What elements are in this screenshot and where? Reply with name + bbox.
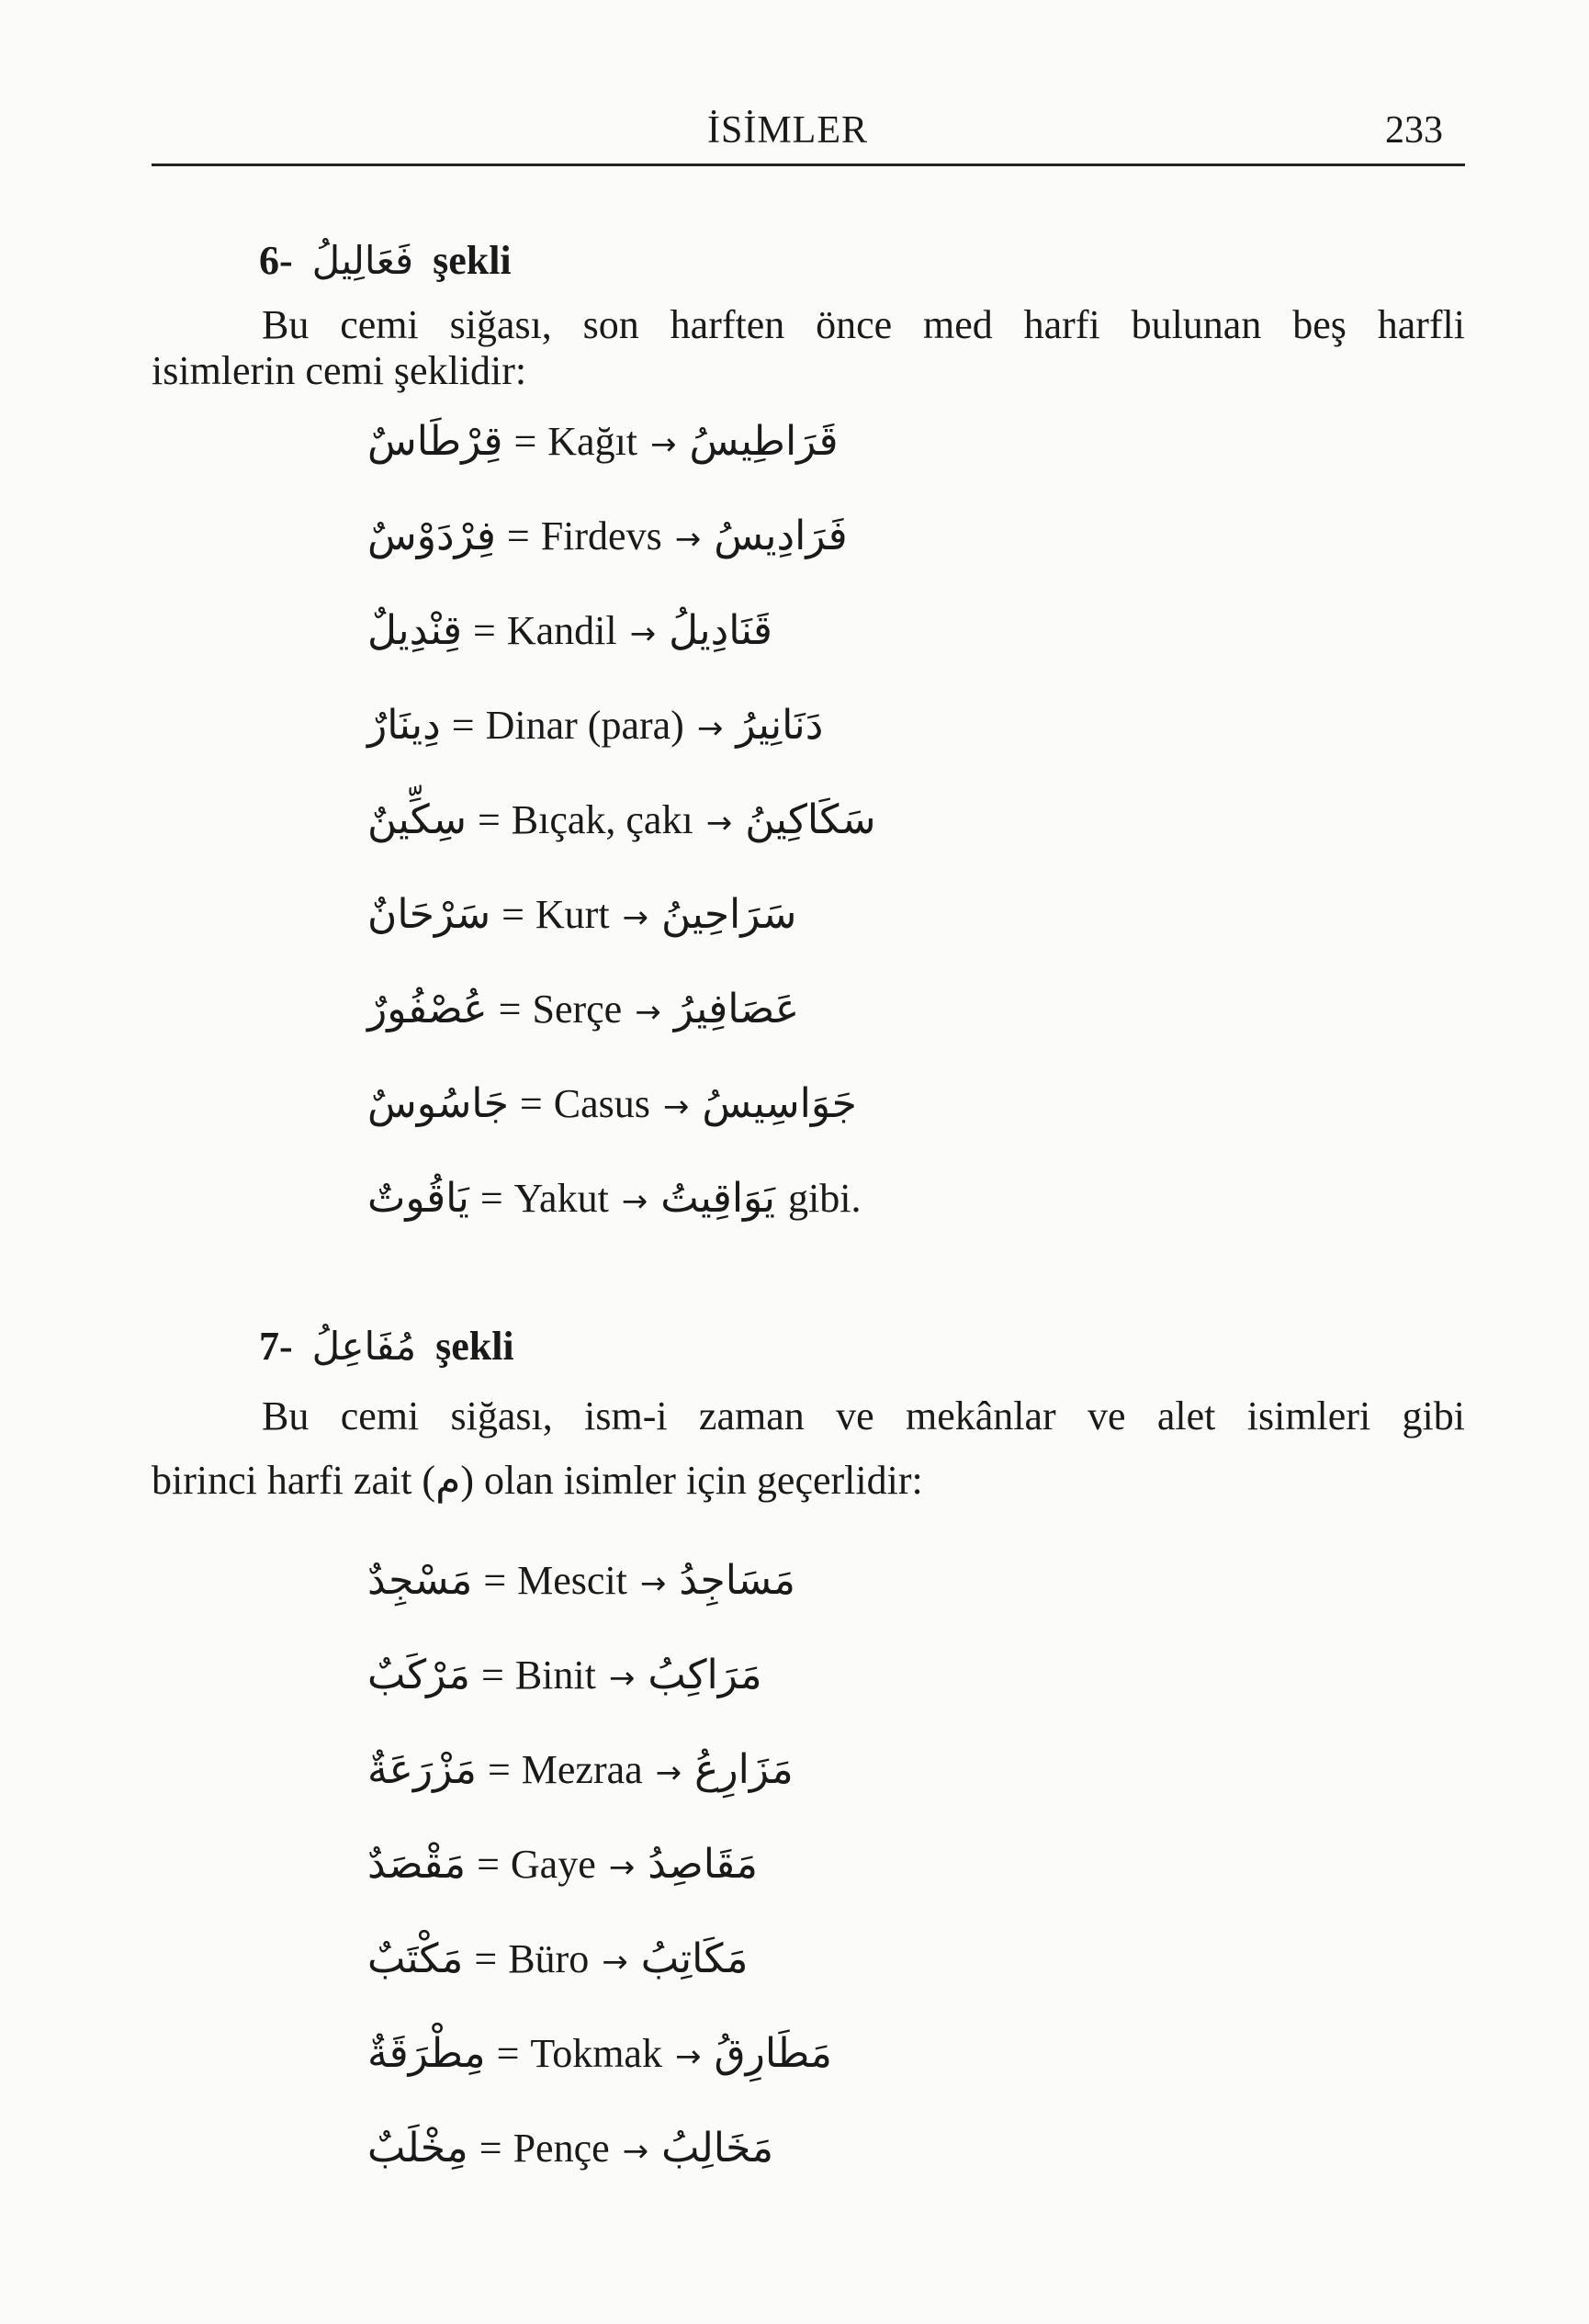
example-row	[367, 1652, 832, 1746]
section-heading-7	[259, 1323, 514, 1370]
arrow-icon: →	[705, 805, 733, 841]
arrow-icon: →	[622, 2133, 649, 2170]
turkish-meaning: Pençe	[513, 2126, 610, 2171]
example-row	[367, 2125, 832, 2219]
arrow-icon: →	[635, 994, 661, 1031]
arabic-singular: جَاسُوسٌ	[367, 1080, 509, 1127]
arrow-icon: →	[650, 426, 677, 463]
arabic-singular: دِينَارٌ	[367, 702, 441, 749]
arrow-icon: →	[622, 899, 649, 936]
equals-sign: =	[474, 1936, 498, 1981]
arabic-plural: مَقَاصِدُ	[648, 1841, 758, 1888]
arabic-singular: مَكْتَبٌ	[367, 1935, 464, 1982]
arrow-icon: →	[674, 521, 702, 558]
equals-sign: =	[483, 1558, 507, 1603]
arabic-plural: مَكَاتِبُ	[640, 1935, 749, 1982]
example-suffix: gibi.	[788, 1176, 862, 1221]
arrow-icon: →	[696, 710, 724, 747]
arabic-singular: يَاقُوتٌ	[367, 1175, 469, 1222]
turkish-meaning: Mescit	[517, 1558, 627, 1603]
example-row	[367, 891, 875, 986]
arrow-icon: →	[608, 1849, 636, 1886]
equals-sign: =	[501, 892, 524, 937]
arabic-plural: مَخَالِبُ	[661, 2125, 774, 2172]
arabic-singular: مَقْصَدٌ	[367, 1841, 467, 1888]
turkish-meaning: Büro	[508, 1936, 590, 1981]
arrow-icon: →	[608, 1660, 636, 1697]
example-row	[367, 418, 875, 513]
turkish-meaning: Serçe	[532, 987, 623, 1032]
arabic-plural: قَنَادِيلُ	[669, 607, 772, 654]
paragraph-line: isimlerin cemi şeklidir:	[152, 348, 527, 393]
turkish-meaning: Kurt	[535, 892, 610, 937]
equals-sign: =	[519, 1081, 543, 1126]
equals-sign: =	[506, 513, 530, 558]
arabic-plural: يَوَاقِيتُ	[660, 1175, 776, 1222]
arabic-plural: فَرَادِيسُ	[714, 513, 848, 559]
equals-sign: =	[477, 1842, 500, 1887]
example-row	[367, 2030, 832, 2125]
arabic-plural: جَوَاسِيسُ	[702, 1080, 857, 1127]
equals-sign: =	[481, 1653, 504, 1698]
turkish-meaning: Tokmak	[530, 2031, 662, 2076]
turkish-meaning: Firdevs	[540, 513, 662, 558]
arabic-plural: مَطَارِقُ	[714, 2030, 832, 2077]
arabic-singular: مِطْرَقَةٌ	[367, 2030, 486, 2077]
paragraph-line: birinci harfi zait (م) olan isimler için geçerlidir:	[152, 1458, 923, 1503]
equals-sign: =	[479, 1176, 503, 1221]
arrow-icon: →	[655, 1754, 682, 1791]
arrow-icon: →	[629, 615, 657, 652]
arabic-plural: دَنَانِيرُ	[736, 702, 824, 749]
arabic-singular: عُصْفُورٌ	[367, 986, 488, 1032]
equals-sign: =	[487, 1747, 511, 1792]
example-row	[367, 1935, 832, 2030]
arabic-plural: قَرَاطِيسُ	[689, 418, 839, 465]
section-number: 6-	[259, 238, 293, 283]
arabic-plural: عَصَافِيرُ	[673, 986, 800, 1032]
section-7-paragraph	[152, 1393, 1465, 1503]
section-title-suffix: şekli	[435, 1324, 514, 1369]
turkish-meaning: Casus	[553, 1081, 650, 1126]
arabic-singular: مَزْرَعَةٌ	[367, 1746, 477, 1793]
arabic-singular: سَرْحَانٌ	[367, 891, 491, 938]
turkish-meaning: Bıçak, çakı	[511, 797, 693, 842]
example-row	[367, 1841, 832, 1935]
section-7-examples	[367, 1557, 832, 2219]
section-arabic-pattern: مُفَاعِلُ	[311, 1324, 417, 1369]
arabic-plural: مَرَاكِبُ	[648, 1652, 762, 1698]
arabic-singular: قِنْدِيلٌ	[367, 607, 462, 654]
running-title: İSİMLER	[707, 109, 868, 152]
example-row	[367, 796, 875, 891]
turkish-meaning: Gaye	[510, 1842, 596, 1887]
equals-sign: =	[472, 608, 496, 653]
arabic-singular: قِرْطَاسٌ	[367, 418, 503, 465]
example-row	[367, 986, 875, 1080]
section-6-paragraph	[152, 302, 1465, 393]
example-row	[367, 1746, 832, 1841]
paragraph-line: Bu cemi siğası, ism-i zaman ve mekânlar ve alet isimleri gibi	[262, 1393, 1465, 1438]
example-row	[367, 513, 875, 607]
arabic-singular: سِكِّينٌ	[367, 796, 467, 843]
arabic-plural: سَرَاحِينُ	[661, 891, 797, 938]
arabic-plural: سَكَاكِينُ	[745, 796, 876, 843]
arrow-icon: →	[662, 1089, 690, 1125]
section-heading-6	[259, 237, 512, 284]
arrow-icon: →	[621, 1183, 648, 1220]
equals-sign: =	[496, 2031, 520, 2076]
turkish-meaning: Yakut	[513, 1176, 609, 1221]
equals-sign: =	[513, 419, 537, 464]
turkish-meaning: Binit	[514, 1653, 596, 1698]
arrow-icon: →	[602, 1944, 628, 1980]
page-number: 233	[1385, 109, 1443, 152]
arabic-plural: مَزَارِعُ	[694, 1746, 794, 1793]
example-row	[367, 702, 875, 796]
example-row	[367, 1080, 875, 1175]
turkish-meaning: Dinar (para)	[485, 703, 684, 748]
example-row	[367, 1557, 832, 1652]
example-row	[367, 1175, 875, 1269]
section-arabic-pattern: فَعَالِيلُ	[311, 238, 414, 283]
arabic-plural: مَسَاجِدُ	[679, 1557, 795, 1604]
turkish-meaning: Kandil	[506, 608, 617, 653]
arrow-icon: →	[639, 1565, 667, 1602]
arrow-icon: →	[674, 2038, 702, 2075]
equals-sign: =	[451, 703, 475, 748]
arabic-singular: فِرْدَوْسٌ	[367, 513, 496, 559]
arabic-singular: مَرْكَبٌ	[367, 1652, 470, 1698]
arabic-singular: مِخْلَبٌ	[367, 2125, 468, 2172]
paragraph-line: Bu cemi siğası, son harften önce med harfi bulunan beş harfli	[262, 302, 1465, 347]
equals-sign: =	[479, 2126, 502, 2171]
equals-sign: =	[498, 987, 522, 1032]
section-number: 7-	[259, 1324, 293, 1369]
turkish-meaning: Mezraa	[521, 1747, 643, 1792]
section-title-suffix: şekli	[433, 238, 512, 283]
turkish-meaning: Kağıt	[547, 419, 638, 464]
example-row	[367, 607, 875, 702]
header-rule	[152, 164, 1465, 166]
equals-sign: =	[477, 797, 501, 842]
section-6-examples	[367, 418, 875, 1269]
arabic-singular: مَسْجِدٌ	[367, 1557, 473, 1604]
